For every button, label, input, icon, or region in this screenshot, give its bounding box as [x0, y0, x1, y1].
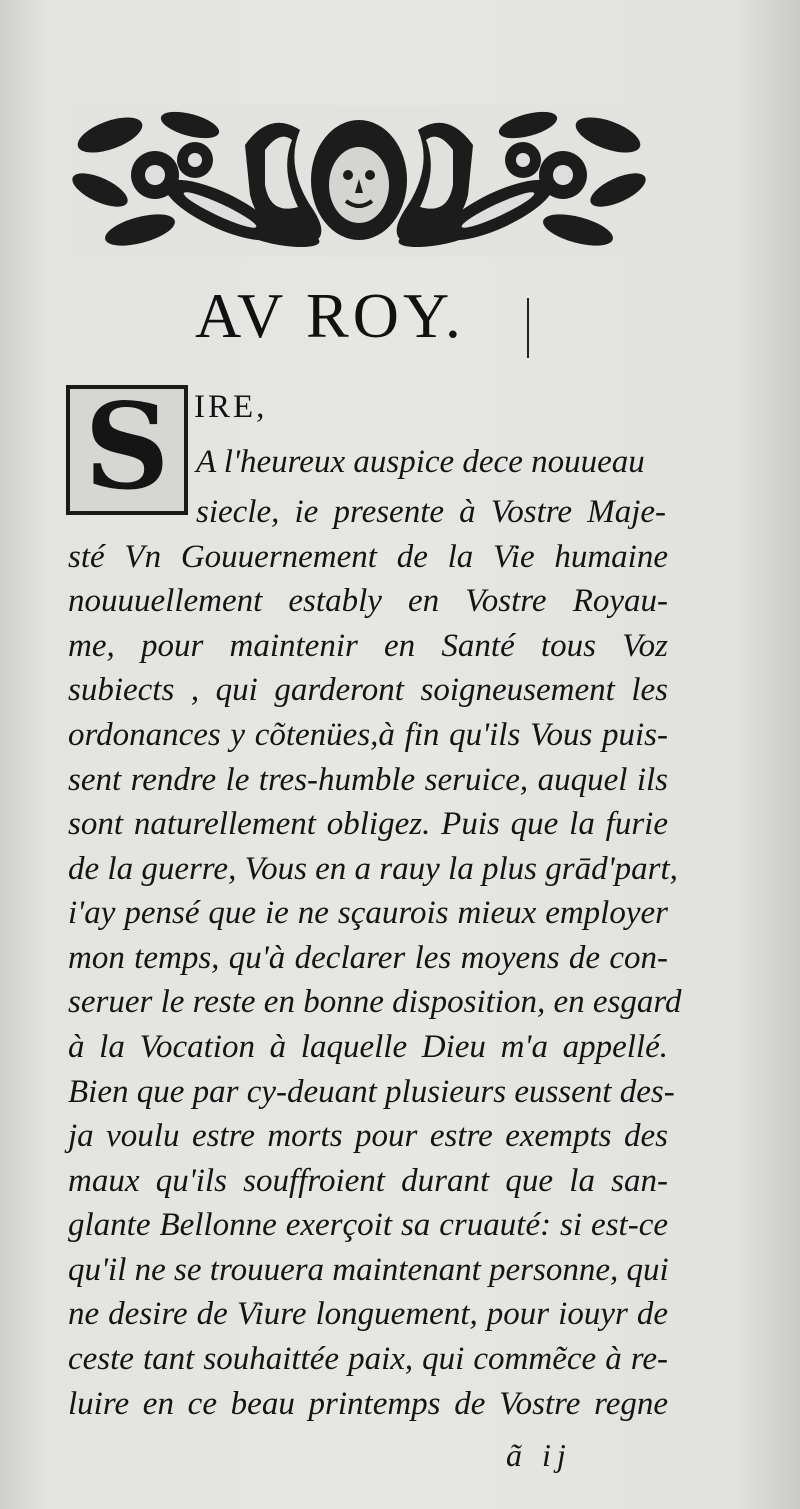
- text-line: A l'heureux auspice dece nouueau: [196, 444, 645, 480]
- text-line: ordonances y cõtenües,à fin qu'ils Vous puis-: [68, 717, 668, 753]
- salutation: IRE,: [194, 389, 268, 425]
- text-line: sent rendre le tres-humble seruice, auquel ils: [68, 762, 668, 798]
- text-line: ne desire de Viure longuement, pour iouyr de: [68, 1296, 668, 1332]
- text-line: sont naturellement obligez. Puis que la furie: [68, 806, 668, 842]
- text-line: seruer le reste en bonne disposition, en esgard: [68, 984, 682, 1020]
- text-line: ceste tant souhaittée paix, qui commẽce à re-: [68, 1341, 668, 1377]
- text-line: maux qu'ils souffroient durant que la san-: [68, 1163, 668, 1199]
- text-line: glante Bellonne exerçoit sa cruauté: si est-ce: [68, 1207, 668, 1243]
- text-line: i'ay pensé que ie ne sçaurois mieux employer: [68, 895, 668, 931]
- text-line: sté Vn Gouuernement de la Vie humaine: [68, 539, 668, 575]
- floral-ornament-headpiece: [70, 105, 648, 257]
- text-line: nouuuellement estably en Vostre Royau-: [68, 583, 668, 619]
- text-line: ja voulu estre morts pour estre exempts des: [68, 1118, 668, 1154]
- drop-cap-letter: S: [84, 377, 170, 516]
- text-line: siecle, ie presente à Vostre Maje-: [196, 494, 666, 530]
- title-rule: [527, 298, 529, 358]
- text-line: me, pour maintenir en Santé tous Voz: [68, 628, 668, 664]
- text-line: à la Vocation à laquelle Dieu m'a appellé.: [68, 1029, 668, 1065]
- text-line: Bien que par cy-deuant plusieurs eussent des-: [68, 1074, 675, 1110]
- page-title: AV ROY.: [195, 280, 465, 351]
- text-line: qu'il ne se trouuera maintenant personne, qui: [68, 1252, 669, 1288]
- signature-mark: ã ij: [506, 1437, 572, 1473]
- text-line: subiects , qui garderont soigneusement les: [68, 672, 668, 708]
- text-line: mon temps, qu'à declarer les moyens de con-: [68, 940, 668, 976]
- text-line: de la guerre, Vous en a rauy la plus grād'part,: [68, 851, 678, 887]
- text-line: luire en ce beau printemps de Vostre regne: [68, 1386, 668, 1422]
- decorated-drop-cap: [66, 377, 188, 516]
